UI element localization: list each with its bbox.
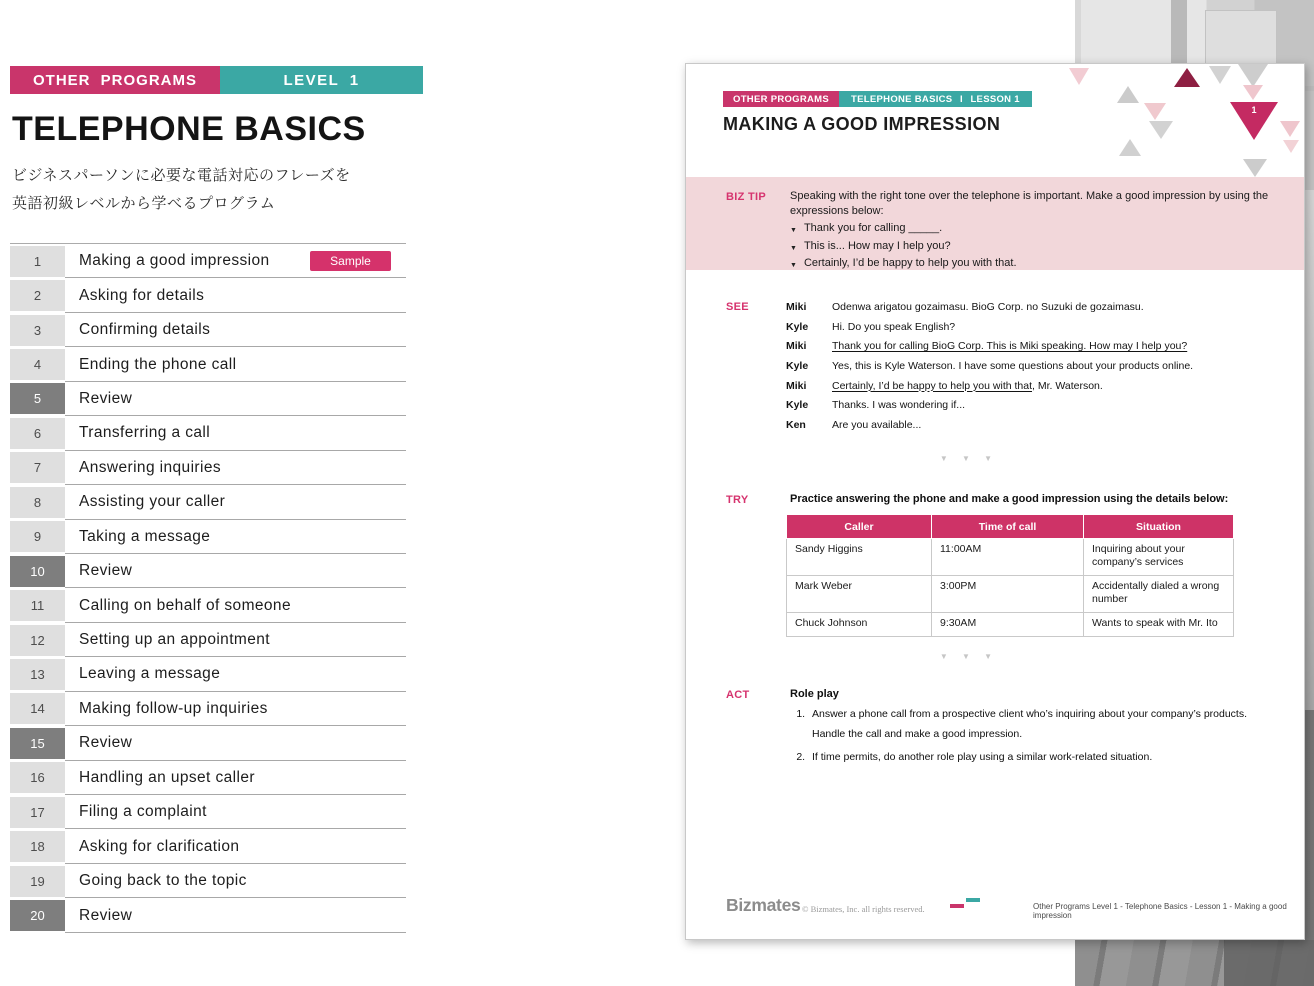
try-label: TRY [726,494,749,506]
biz-tip-label: BIZ TIP [726,191,766,203]
lesson-title: Making a good impression [79,252,270,270]
lesson-row[interactable] [10,313,406,347]
triangle-icon [1149,121,1173,139]
lesson-row[interactable] [10,554,406,588]
lesson-title-heading: MAKING A GOOD IMPRESSION [723,114,1001,134]
biz-tip-expression [790,256,1270,274]
dialogue-text: Are you available... [832,418,922,431]
lesson-number: 17 [10,797,65,828]
lesson-number: 8 [10,487,65,518]
act-item: 1. Answer a phone call from a prospective client who’s inquiring about your company’s products. Handle the call and make a good impression. [808,704,1268,744]
lesson-title: Assisting your caller [79,493,226,511]
lesson-title: Filing a complaint [79,803,207,821]
lesson-title: Review [79,734,133,752]
table-cell: Accidentally dialed a wrong number [1084,576,1234,613]
table-cell: Inquiring about your company’s services [1084,539,1234,576]
copyright-text: © Bizmates, Inc. all rights reserved. [802,904,925,914]
lesson-title: Answering inquiries [79,458,221,476]
lesson-number: 3 [10,315,65,346]
dialogue-text: Odenwa arigatou gozaimasu. BioG Corp. no Suzuki de gozaimasu. [832,300,1144,313]
section-divider-triangles-icon: ▼ ▼ ▼ [939,454,999,463]
dialogue-text: Thank you for calling BioG Corp. This is Miki speaking. How may I help you? [832,340,1188,353]
triangle-bullet-icon: ▼ [790,244,797,252]
lesson-title: Transferring a call [79,424,211,442]
lesson-number: 12 [10,625,65,656]
table-cell: Wants to speak with Mr. Ito [1084,613,1234,637]
lesson-number: 18 [10,831,65,862]
lesson-number: 15 [10,728,65,759]
lesson-title: Asking for clarification [79,837,240,855]
table-row [787,613,1234,637]
dialogue-speaker: Ken [786,418,806,431]
doc-breadcrumb-badges [723,91,1032,107]
lesson-row[interactable] [10,829,406,863]
try-table [786,514,1234,637]
footer-logo-teal-dash-icon [966,898,980,902]
lesson-number: 13 [10,659,65,690]
triangle-bullet-icon: ▼ [790,227,797,234]
act-content [790,688,1268,770]
lesson-number: 19 [10,866,65,897]
lesson-title: Taking a message [79,527,211,545]
doc-badge-course: TELEPHONE BASICS [851,93,953,105]
program-tabs [10,66,423,94]
biz-tip-expression-text: This is... How may I help you? [803,239,951,252]
lesson-number: 20 [10,900,65,931]
bizmates-logo: Bizmates [726,895,801,915]
triangle-icon [1117,86,1139,103]
dialogue-speaker: Kyle [786,399,809,412]
table-cell: 3:00PM [932,576,1084,613]
lesson-number: 5 [10,383,65,414]
triangle-icon [1243,159,1267,177]
lesson-title: Asking for details [79,286,205,304]
footer-breadcrumb: Other Programs Level 1 - Telephone Basics - Lesson 1 - Making a good impression [1033,902,1287,920]
see-label: SEE [726,301,749,313]
lesson-title: Making follow-up inquiries [79,699,268,717]
lesson-row[interactable] [10,692,406,726]
triangle-bullet-icon: ▼ [790,262,797,269]
table-row [787,576,1234,613]
triangle-icon [1243,85,1263,100]
lesson-title: Setting up an appointment [79,631,270,649]
dialogue-text: Yes, this is Kyle Waterson. I have some questions about your products online. [832,359,1194,372]
lesson-title: Leaving a message [79,665,221,683]
doc-badge-other-programs: OTHER PROGRAMS [723,91,839,107]
lesson-title: Confirming details [79,321,211,339]
lesson-title: Review [79,906,133,924]
lesson-title: Ending the phone call [79,355,237,373]
lesson-row[interactable] [10,588,406,622]
dialogue-speaker: Miki [786,379,807,392]
table-header-row [787,515,1234,539]
table-cell: 11:00AM [932,539,1084,576]
lesson-row[interactable] [10,382,406,416]
lesson-number: 16 [10,762,65,793]
lesson-number: 6 [10,418,65,449]
table-header: Caller [787,515,932,539]
lesson-row[interactable] [10,347,406,381]
table-cell: Chuck Johnson [787,613,932,637]
act-label: ACT [726,689,750,701]
lesson-row[interactable] [10,278,406,312]
tab-other-programs[interactable]: OTHER PROGRAMS [10,66,220,94]
dialogue-line [786,317,1193,337]
lesson-number: 1 [10,246,65,277]
dialogue-speaker: Kyle [786,359,809,372]
tab-level-1[interactable]: LEVEL 1 [220,66,423,94]
lesson-row[interactable] [10,761,406,795]
section-divider-triangles-icon: ▼ ▼ ▼ [939,652,999,661]
lesson-row[interactable] [10,657,406,691]
lesson-number: 9 [10,521,65,552]
biz-tip-intro: Speaking with the right tone over the telephone is important. Make a good impression by using the expressions below: [790,190,1269,217]
table-cell: 9:30AM [932,613,1084,637]
table-header: Time of call [932,515,1084,539]
lesson-number: 14 [10,693,65,724]
dialogue-text: Hi. Do you speak English? [832,320,956,333]
biz-tip-content [790,189,1270,274]
see-dialogue [786,297,1193,435]
lesson-row[interactable] [10,795,406,829]
page-number-triangle [1230,102,1278,140]
page-number: 1 [1251,105,1257,115]
lesson-row[interactable] [10,451,406,485]
triangle-decoration [1059,64,1304,184]
triangle-icon [1069,68,1089,85]
triangle-icon [1174,68,1200,87]
dialogue-speaker: Miki [786,340,807,353]
lesson-row[interactable] [10,485,406,519]
triangle-icon [1283,140,1299,153]
background-photo-floor [1075,940,1314,986]
biz-tip-expression [790,239,1270,257]
dialogue-text: Thanks. I was wondering if... [832,399,966,412]
lesson-title: Calling on behalf of someone [79,596,291,614]
footer-logo-pink-dash-icon [950,904,964,908]
lesson-number: 11 [10,590,65,621]
doc-badge-course-lesson [839,91,1032,107]
lesson-row[interactable] [10,864,406,898]
triangle-icon [1209,66,1231,84]
lesson-row[interactable] [10,244,406,278]
doc-badge-separator: I [959,93,963,105]
lesson-row[interactable] [10,898,406,932]
lesson-number: 2 [10,280,65,311]
try-intro: Practice answering the phone and make a good impression using the details below: [790,493,1229,505]
triangle-icon [1119,139,1141,156]
subtitle-japanese-line2: 英語初級レベルから学べるプログラム [12,195,276,212]
dialogue-line [786,415,1193,435]
dialogue-speaker: Kyle [786,320,809,333]
lesson-pdf-preview[interactable] [685,63,1305,940]
page-title: TELEPHONE BASICS [12,110,366,148]
lesson-list [10,243,406,933]
lesson-row[interactable] [10,416,406,450]
sample-button[interactable]: Sample [310,251,391,271]
dialogue-line [786,376,1193,396]
lesson-title: Review [79,389,133,407]
dialogue-line [786,297,1193,317]
dialogue-speaker: Miki [786,300,807,313]
lesson-number: 7 [10,452,65,483]
lesson-row[interactable] [10,623,406,657]
biz-tip-expression-text: Certainly, I’d be happy to help you with that. [803,257,1017,269]
act-item: 2. If time permits, do another role play using a similar work-related situation. [808,747,1268,767]
table-cell: Sandy Higgins [787,539,932,576]
lesson-title: Going back to the topic [79,872,247,890]
subtitle-japanese-line1: ビジネスパーソンに必要な電話対応のフレーズを [12,167,351,184]
lesson-number: 4 [10,349,65,380]
dialogue-line [786,356,1193,376]
dialogue-line [786,336,1193,356]
table-header: Situation [1084,515,1234,539]
lesson-number: 10 [10,556,65,587]
lesson-row[interactable] [10,520,406,554]
doc-badge-lesson: LESSON 1 [970,93,1020,105]
biz-tip-expression [790,221,1270,239]
biz-tip-section [686,177,1304,270]
act-heading: Role play [790,688,839,700]
biz-tip-expression-text: Thank you for calling _____. [803,222,943,234]
lesson-title: Handling an upset caller [79,768,255,786]
lesson-title: Review [79,562,133,580]
dialogue-text: Certainly, I’d be happy to help you with that, Mr. Waterson. [832,379,1103,392]
triangle-icon [1238,64,1268,87]
table-row [787,539,1234,576]
triangle-icon [1144,103,1166,120]
triangle-icon [1280,121,1300,137]
lesson-row[interactable] [10,726,406,760]
dialogue-line [786,395,1193,415]
table-cell: Mark Weber [787,576,932,613]
